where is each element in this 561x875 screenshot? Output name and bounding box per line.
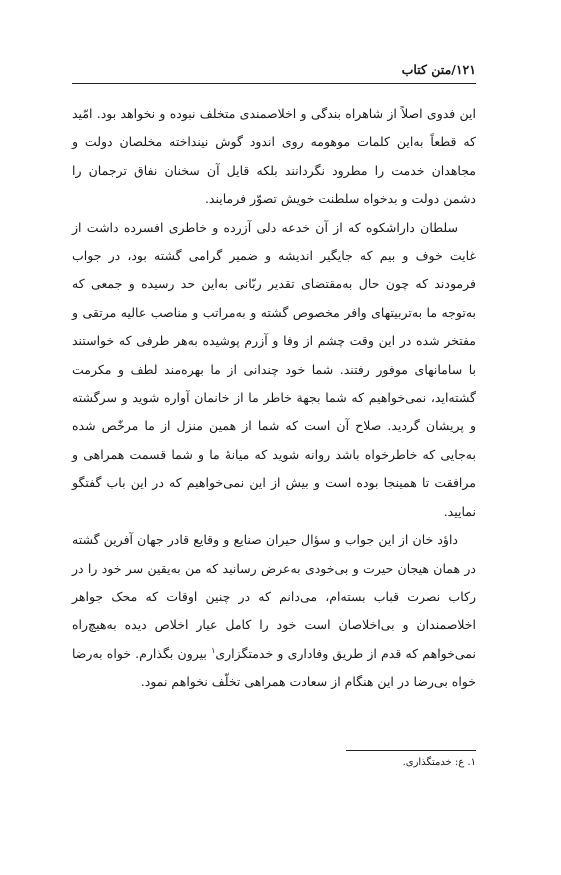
footnote: ۱. ع: خدمتگذاری.: [402, 757, 476, 768]
paragraph-3-part-1: داؤد خان از این جواب و سؤال حیران صنایع و وقایع قادر جهان آفرین گشته در همان هیجان حیرت و بی‌خودی به‌عرض رسانید که من به‌یقین سر خود را در رکاب نصرت قباب بسته‌ام، می‌دانم که در چنین اوقات که محک جواهر اخلاصمندان و بی‌اخلاصان است خود را کامل عیار اخلاص دیده به‌هیچ‌راه نمی‌خواهم که قدم از طریق وفاداری و خدمتگزاری: [72, 532, 476, 661]
body-text: [72, 100, 476, 697]
paragraph-3: [72, 526, 476, 696]
paragraph-3-part-2: بیرون بگذارم. خواه به‌رضا خواه بی‌رضا در این هنگام از سعادت همراهی تخلّف نخواهم نمود.: [72, 645, 476, 690]
running-head: ۱۲۱/متن کتاب: [401, 62, 476, 77]
paragraph-2: سلطان داراشکوه که از آن خدعه دلی آزرده و خاطری افسرده داشت از غایت خوف و بیم که جایگیر اندیشه و ضمیر گرامی گشته بود، در جواب فرمودند که چون حال به‌مقتضای تقدیر ربّانی به‌این حد رسیده و جمعی که به‌توجه ما به‌تربیتهای وافر مخصوص گشته و به‌مراتب و مناصب عالیه مرتقی و مفتخر شده در این وقت چشم از وفا و آزرم پوشیده به‌هر طرفی که خواستند با سامانهای موفور رفتند. شما خود چندانی از ما بهره‌مند لطف و مکرمت گشته‌اید، نمی‌خواهیم که شما بجهة خاطر ما از خانمان آواره شوید و سرگشته و پریشان گردید. صلاح آن است که شما از همین منزل از ما مرخّص شده به‌جایی که خاطرخواه باشد روانه شوید که میانهٔ ما و شما قسمت همراهی و مرافقت تا همینجا بوده است و بیش از این نمی‌خواهیم که در این باب گفتگو نمایید.: [72, 219, 476, 519]
paragraph-1: این فدوی اصلاً از شاهراه بندگی و اخلاصمندی متخلف نبوده و نخواهد بود. امّید که قطعاً به‌این کلمات موهومه روی اندود گوش نینداخته مخلصان دولت و مجاهدان خدمت را مطرود نگردانند بلکه قایل آن سخنان نفاق ترجمان را دشمن دولت و بدخواه سلطنت خویش تصوّر فرمایند.: [72, 106, 476, 207]
footnote-marker: ۱: [211, 645, 216, 655]
header-rule: [72, 83, 476, 84]
book-page: [72, 52, 476, 842]
footnote-rule: [346, 750, 476, 751]
